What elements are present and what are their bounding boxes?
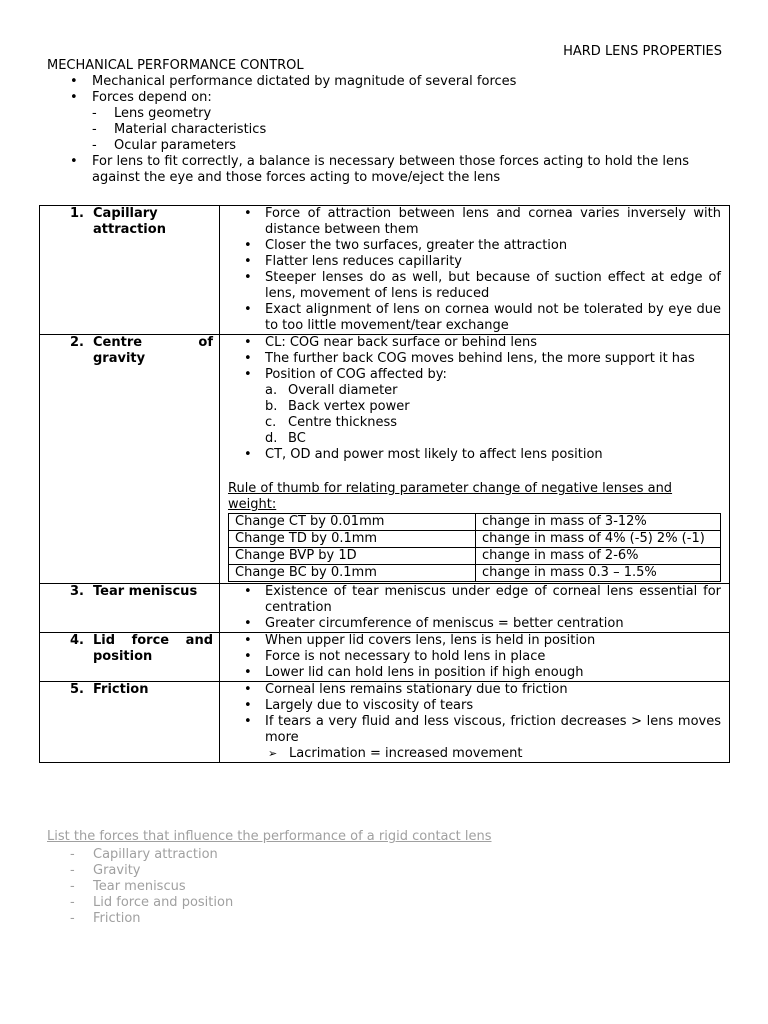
table-row [40,682,730,763]
intro-bullet [47,90,727,154]
parameter-change-cell: Change BVP by 1D [229,548,476,565]
mass-change-cell: change in mass of 2-6% [476,548,721,565]
table-row [40,335,730,584]
list-item-text: Position of COG affected by: [265,367,447,382]
section-title: MECHANICAL PERFORMANCE CONTROL [47,58,304,73]
row-label-cell [40,335,220,584]
row-content-cell [220,206,730,335]
intro-list [47,74,727,186]
list-item: • When upper lid covers lens, lens is held in position [220,633,721,649]
question-heading: List the forces that influence the performance of a rigid contact lens [47,829,492,844]
list-item: • Existence of tear meniscus under edge of corneal lens essential for centration [220,584,721,616]
list-item: • Flatter lens reduces capillarity [220,254,721,270]
factor-text: Overall diameter [288,383,398,398]
table-row [229,565,721,582]
list-item: • The further back COG moves behind lens, the more support it has [220,351,721,367]
cog-factor [265,383,721,399]
answer-item: - Lid force and position [70,895,233,911]
parameter-change-cell: Change BC by 0.1mm [229,565,476,582]
row-label: Capillary attraction [93,206,166,237]
factor-marker: a. [265,383,278,398]
answer-item: - Gravity [70,863,233,879]
parameter-change-cell: Change CT by 0.01mm [229,514,476,531]
row-content-cell [220,633,730,682]
page-header-title: HARD LENS PROPERTIES [563,44,722,59]
row-number: 4. [70,633,84,648]
dependency-item: - Lens geometry [92,106,727,122]
list-item: • Force of attraction between lens and cornea varies inversely with distance between them [220,206,721,238]
list-item: • If tears a very fluid and less viscous, friction decreases > lens moves more [220,714,721,746]
list-item: • CT, OD and power most likely to affect lens position [220,447,721,463]
intro-bullet: • Mechanical performance dictated by magnitude of several forces [47,74,727,90]
dependency-item: - Material characteristics [92,122,727,138]
factor-marker: d. [265,431,278,446]
row-content-cell [220,335,730,584]
cog-factor [265,399,721,415]
list-item: • Force is not necessary to hold lens in place [220,649,721,665]
list-item [220,367,721,447]
row-label-cell [40,633,220,682]
row-content-cell [220,584,730,633]
answer-item: - Friction [70,911,233,927]
row-content-cell [220,682,730,763]
factor-text: Centre thickness [288,415,398,430]
table-row [40,633,730,682]
row-label: Friction [93,682,149,697]
list-item: • Greater circumference of meniscus = better centration [220,616,721,632]
answer-item: - Tear meniscus [70,879,233,895]
mass-change-cell: change in mass of 3-12% [476,514,721,531]
row-label: Tear meniscus [93,584,198,599]
row-number: 2. [70,335,84,350]
rule-of-thumb-heading: Rule of thumb for relating parameter change of negative lenses and weight: [228,481,673,512]
list-item: • Exact alignment of lens on cornea would not be tolerated by eye due to too little movement/tear exchange [220,302,721,334]
factor-marker: b. [265,399,278,414]
mass-change-cell: change in mass 0.3 – 1.5% [476,565,721,582]
cog-factor [265,431,721,447]
list-item: • Closer the two surfaces, greater the attraction [220,238,721,254]
row-number: 1. [70,206,84,221]
table-row [40,206,730,335]
factor-marker: c. [265,415,277,430]
mass-change-cell: change in mass of 4% (-5) 2% (-1) [476,531,721,548]
intro-bullet-text: Forces depend on: [92,90,212,105]
list-item: • Steeper lenses do as well, but because of suction effect at edge of lens, movement of lens is reduced [220,270,721,302]
arrow-bullet-icon: ➢ [268,747,278,760]
table-row [40,584,730,633]
arrow-list-item-text: Lacrimation = increased movement [289,746,523,761]
list-item: • CL: COG near back surface or behind lens [220,335,721,351]
row-label-cell [40,206,220,335]
cog-factor [265,415,721,431]
mass-change-table [228,513,721,582]
arrow-list-item [220,746,721,762]
answer-list [70,847,233,927]
row-label-cell [40,584,220,633]
row-number: 5. [70,682,84,697]
list-item: • Lower lid can hold lens in position if high enough [220,665,721,681]
row-label-cell [40,682,220,763]
table-row [229,531,721,548]
table-row [229,548,721,565]
table-row [229,514,721,531]
row-label: Lid force and position [93,633,213,664]
intro-bullet: • For lens to fit correctly, a balance is necessary between those forces acting to hold the lens against the eye and those forces acting to move/eject the lens [47,154,727,186]
list-item: • Corneal lens remains stationary due to friction [220,682,721,698]
row-number: 3. [70,584,84,599]
forces-table [39,205,730,763]
answer-item: - Capillary attraction [70,847,233,863]
factor-text: BC [288,431,306,446]
list-item: • Largely due to viscosity of tears [220,698,721,714]
dependency-item: - Ocular parameters [92,138,727,154]
row-label: Centre of gravity [93,335,213,366]
factor-text: Back vertex power [288,399,410,414]
parameter-change-cell: Change TD by 0.1mm [229,531,476,548]
